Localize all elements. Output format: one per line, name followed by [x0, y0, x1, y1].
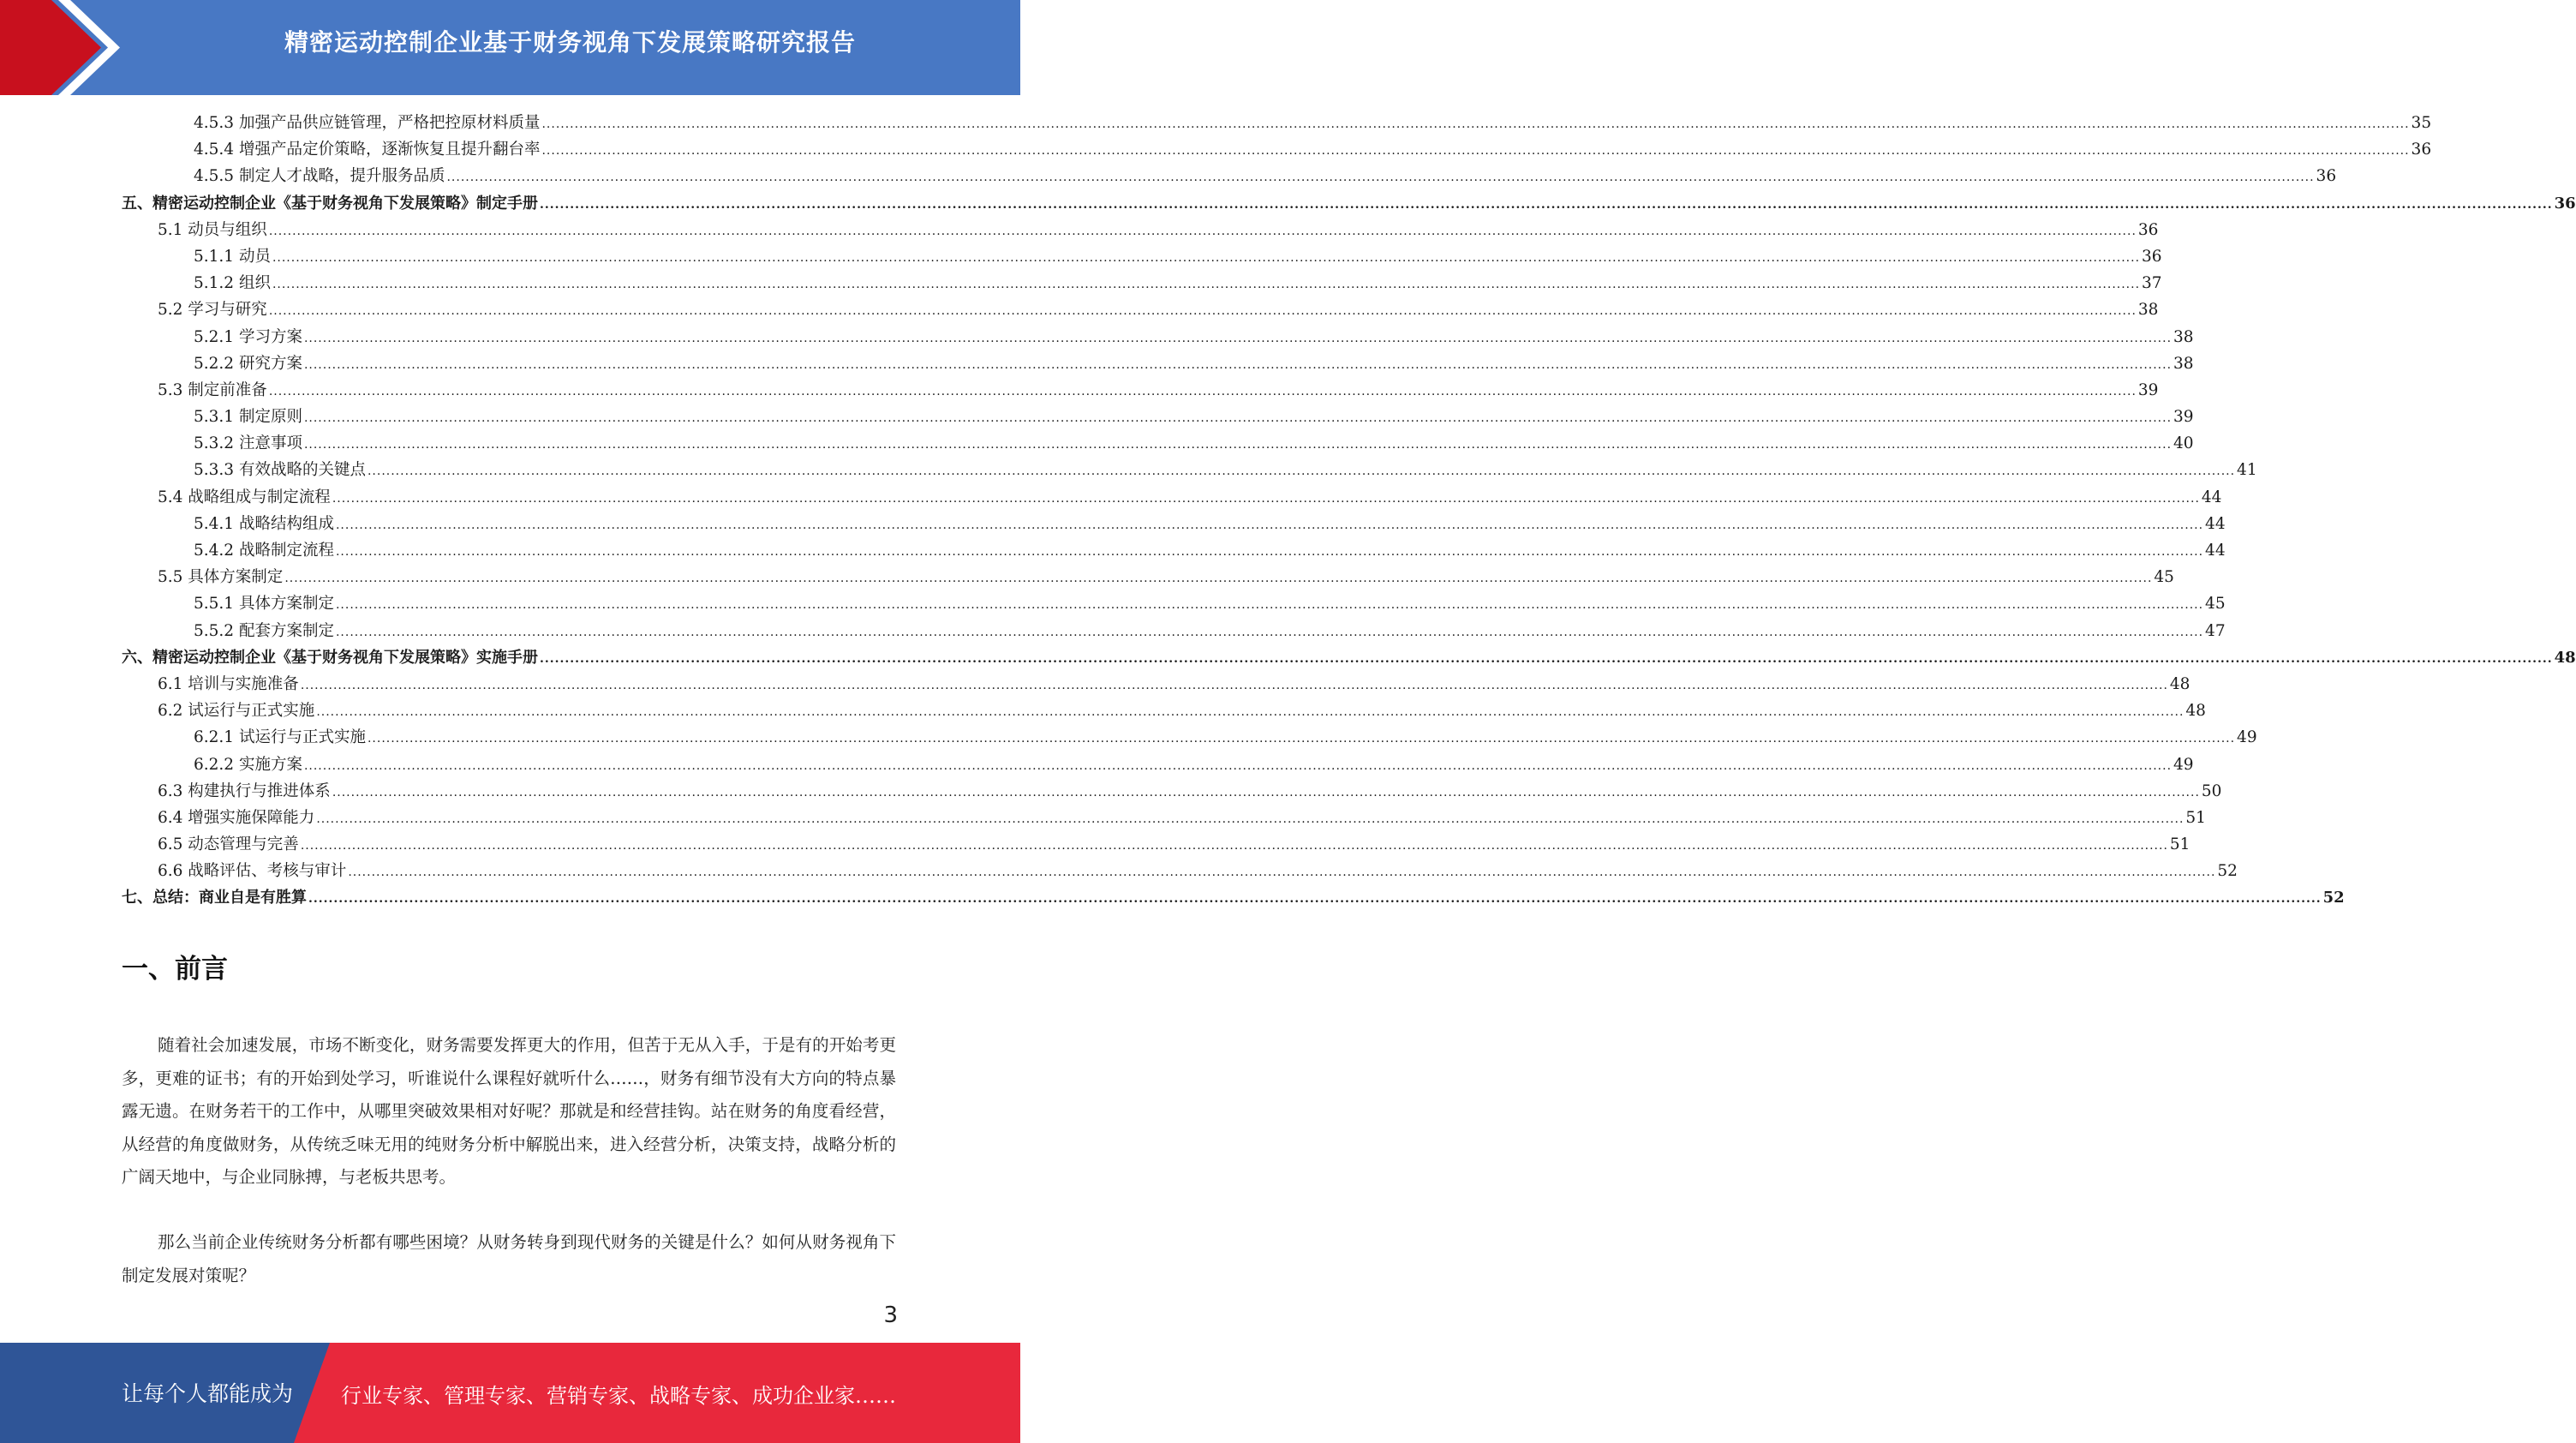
toc-entry[interactable] — [122, 698, 2206, 724]
toc-entry-label: 5.1 动员与组织 — [158, 220, 267, 239]
toc-entry-page: 48 — [2169, 674, 2190, 693]
toc-leader-dots: ................................................................................................................................................................................................................................................................................................................................................................................................................ — [303, 357, 2173, 372]
toc-entry-page: 44 — [2205, 542, 2226, 560]
toc-entry[interactable] — [122, 590, 2226, 617]
toc-entry[interactable] — [122, 163, 2337, 189]
section-heading: 一、前言 — [122, 954, 228, 985]
toc-entry-label: 5.2 学习与研究 — [158, 301, 267, 320]
toc-entry-page: 47 — [2205, 621, 2226, 640]
toc-entry-page: 52 — [2217, 862, 2238, 881]
toc-leader-dots: ................................................................................................................................................................................................................................................................................................................................................................................................................ — [541, 144, 2410, 159]
toc-leader-dots: ................................................................................................................................................................................................................................................................................................................................................................................................................ — [332, 785, 2200, 799]
toc-entry[interactable] — [122, 671, 2190, 698]
toc-entry[interactable] — [122, 537, 2226, 564]
toc-entry-label: 6.4 增强实施保障能力 — [158, 808, 315, 827]
toc-leader-dots: ................................................................................................................................................................................................................................................................................................................................................................................................................ — [332, 491, 2200, 506]
toc-leader-dots: ................................................................................................................................................................................................................................................................................................................................................................................................................ — [348, 865, 2216, 880]
toc-entry-page: 40 — [2173, 434, 2194, 453]
toc-leader-dots: ................................................................................................................................................................................................................................................................................................................................................................................................................ — [303, 331, 2173, 345]
toc-leader-dots: ................................................................................................................................................................................................................................................................................................................................................................................................................ — [446, 171, 2315, 185]
toc-entry-page: 36 — [2411, 141, 2432, 159]
toc-entry[interactable] — [122, 751, 2194, 778]
toc-entry-page: 36 — [2137, 220, 2159, 239]
toc-entry-label: 4.5.3 加强产品供应链管理，严格把控原材料质量 — [194, 114, 541, 132]
toc-leader-dots: ................................................................................................................................................................................................................................................................................................................................................................................................................ — [540, 651, 2553, 666]
toc-entry[interactable] — [122, 270, 2162, 296]
toc-leader-dots: ................................................................................................................................................................................................................................................................................................................................................................................................................ — [367, 732, 2236, 746]
toc-entry[interactable] — [122, 110, 2432, 136]
toc-entry-label: 六、精密运动控制企业《基于财务视角下发展策略》实施手册 — [122, 648, 538, 667]
toc-entry-label: 6.6 战略评估、考核与审计 — [158, 862, 347, 881]
toc-leader-dots: ................................................................................................................................................................................................................................................................................................................................................................................................................ — [335, 625, 2204, 639]
toc-entry-label: 6.5 动态管理与完善 — [158, 835, 299, 854]
toc-entry[interactable] — [122, 564, 2174, 590]
toc-entry-page: 49 — [2237, 728, 2257, 747]
toc-entry[interactable] — [122, 484, 2222, 511]
toc-entry[interactable] — [122, 805, 2206, 831]
toc-entry-label: 七、总结：商业自是有胜算 — [122, 889, 307, 907]
toc-entry-label: 5.1.1 动员 — [194, 247, 271, 266]
toc-leader-dots: ................................................................................................................................................................................................................................................................................................................................................................................................................ — [268, 224, 2137, 238]
toc-entry-label: 5.4.2 战略制定流程 — [194, 542, 334, 560]
header-title: 精密运动控制企业基于财务视角下发展策略研究报告 — [284, 28, 856, 57]
toc-leader-dots: ................................................................................................................................................................................................................................................................................................................................................................................................................ — [268, 384, 2137, 398]
toc-leader-dots: ................................................................................................................................................................................................................................................................................................................................................................................................................ — [316, 705, 2185, 720]
toc-entry[interactable] — [122, 324, 2194, 350]
toc-entry[interactable] — [122, 377, 2159, 404]
toc-entry-page: 48 — [2554, 648, 2576, 667]
page-number: 3 — [883, 1302, 898, 1328]
toc-entry[interactable] — [122, 136, 2432, 163]
toc-entry[interactable] — [122, 724, 2257, 751]
toc-entry-page: 44 — [2201, 488, 2222, 506]
toc-entry[interactable] — [122, 243, 2162, 270]
toc-entry[interactable] — [122, 831, 2190, 858]
toc-entry-page: 52 — [2322, 889, 2345, 907]
toc-entry[interactable] — [122, 430, 2194, 457]
toc-entry-label: 4.5.5 制定人才战略，提升服务品质 — [194, 167, 445, 186]
toc-entry-page: 51 — [2169, 835, 2190, 854]
toc-entry-page: 50 — [2201, 781, 2222, 800]
toc-entry-page: 51 — [2185, 808, 2206, 827]
toc-entry-label: 6.3 构建执行与推进体系 — [158, 781, 331, 800]
toc-entry-label: 5.3 制定前准备 — [158, 380, 267, 399]
header-chevron-decoration — [0, 0, 137, 95]
toc-leader-dots: ................................................................................................................................................................................................................................................................................................................................................................................................................ — [284, 572, 2153, 586]
toc-entry-label: 5.2.2 研究方案 — [194, 354, 302, 373]
toc-entry[interactable] — [122, 457, 2257, 483]
toc-entry-label: 5.5 具体方案制定 — [158, 568, 284, 587]
toc-entry[interactable] — [122, 858, 2238, 884]
toc-entry-page: 38 — [2173, 354, 2194, 373]
toc-entry[interactable] — [122, 618, 2226, 644]
toc-leader-dots: ................................................................................................................................................................................................................................................................................................................................................................................................................ — [300, 839, 2168, 853]
paragraph-2: 那么当前企业传统财务分析都有哪些困境？从财务转身到现代财务的关键是什么？如何从财务视角下制定发展对策呢？ — [122, 1232, 896, 1285]
toc-entry-page: 36 — [2316, 167, 2337, 186]
toc-leader-dots: ................................................................................................................................................................................................................................................................................................................................................................................................................ — [272, 278, 2141, 292]
toc-leader-dots: ................................................................................................................................................................................................................................................................................................................................................................................................................ — [303, 438, 2173, 452]
toc-leader-dots: ................................................................................................................................................................................................................................................................................................................................................................................................................ — [335, 545, 2204, 559]
toc-entry[interactable] — [122, 644, 2576, 671]
toc-entry[interactable] — [122, 190, 2576, 217]
toc-entry-label: 5.4 战略组成与制定流程 — [158, 488, 331, 506]
toc-leader-dots: ................................................................................................................................................................................................................................................................................................................................................................................................................ — [308, 892, 2322, 907]
toc-entry-label: 5.5.1 具体方案制定 — [194, 595, 334, 614]
toc-leader-dots: ................................................................................................................................................................................................................................................................................................................................................................................................................ — [303, 411, 2173, 426]
toc-entry-page: 48 — [2185, 702, 2206, 721]
toc-entry-page: 39 — [2173, 408, 2194, 427]
toc-entry-page: 38 — [2137, 301, 2159, 320]
toc-entry-label: 5.4.1 战略结构组成 — [194, 514, 334, 533]
toc-leader-dots: ................................................................................................................................................................................................................................................................................................................................................................................................................ — [300, 678, 2168, 692]
toc-entry-page: 44 — [2205, 514, 2226, 533]
toc-entry-label: 5.3.3 有效战略的关键点 — [194, 461, 366, 480]
toc-entry-page: 45 — [2154, 568, 2174, 587]
toc-entry-page: 35 — [2411, 114, 2432, 132]
toc-leader-dots: ................................................................................................................................................................................................................................................................................................................................................................................................................ — [272, 250, 2141, 265]
footer-slogan-left: 让每个人都能成为 — [122, 1381, 294, 1406]
toc-entry-label: 5.5.2 配套方案制定 — [194, 621, 334, 640]
toc-entry-label: 6.2.2 实施方案 — [194, 755, 302, 774]
toc-entry-page: 38 — [2173, 327, 2194, 346]
page-header — [0, 0, 1020, 95]
toc-entry-page: 39 — [2137, 380, 2159, 399]
toc-entry-page: 45 — [2205, 595, 2226, 614]
toc-entry-label: 6.1 培训与实施准备 — [158, 674, 299, 693]
toc-leader-dots: ................................................................................................................................................................................................................................................................................................................................................................................................................ — [335, 518, 2204, 532]
toc-entry-label: 6.2.1 试运行与正式实施 — [194, 728, 366, 747]
toc-entry[interactable] — [122, 511, 2226, 537]
toc-entry-label: 5.3.2 注意事项 — [194, 434, 302, 453]
toc-entry[interactable] — [122, 884, 2345, 911]
toc-entry[interactable] — [122, 217, 2159, 243]
toc-entry[interactable] — [122, 350, 2194, 377]
toc-leader-dots: ................................................................................................................................................................................................................................................................................................................................................................................................................ — [335, 598, 2204, 613]
toc-entry[interactable] — [122, 296, 2159, 323]
toc-entry-page: 37 — [2142, 274, 2162, 293]
paragraph-1: 随着社会加速发展，市场不断变化，财务需要发挥更大的作用，但苦于无从入手，于是有的开始考更多，更难的证书；有的开始到处学习，听谁说什么课程好就听什么……，财务有细节没有大方向的特点暴露无遗。在财务若干的工作中，从哪里突破效果相对好呢？那就是和经营挂钩。站在财务的角度看经营，从经营的角度做财务，从传统乏味无用的纯财务分析中解脱出来，进入经营分析，决策支持，战略分析的广阔天地中，与企业同脉搏，与老板共思考。 — [122, 1035, 896, 1187]
toc-entry-label: 5.2.1 学习方案 — [194, 327, 302, 346]
table-of-contents — [122, 110, 2576, 912]
toc-entry-page: 36 — [2142, 247, 2162, 266]
toc-entry-page: 49 — [2173, 755, 2194, 774]
toc-leader-dots: ................................................................................................................................................................................................................................................................................................................................................................................................................ — [316, 811, 2185, 826]
toc-entry[interactable] — [122, 778, 2222, 805]
toc-leader-dots: ................................................................................................................................................................................................................................................................................................................................................................................................................ — [268, 304, 2137, 319]
toc-entry[interactable] — [122, 404, 2194, 430]
toc-entry-label: 五、精密运动控制企业《基于财务视角下发展策略》制定手册 — [122, 194, 538, 213]
toc-leader-dots: ................................................................................................................................................................................................................................................................................................................................................................................................................ — [367, 464, 2236, 479]
page-footer — [0, 1343, 1020, 1443]
footer-slogan-right: 行业专家、管理专家、营销专家、战略专家、成功企业家…… — [341, 1384, 896, 1408]
toc-entry-label: 4.5.4 增强产品定价策略，逐渐恢复且提升翻台率 — [194, 141, 541, 159]
toc-leader-dots: ................................................................................................................................................................................................................................................................................................................................................................................................................ — [540, 197, 2553, 212]
toc-entry-label: 6.2 试运行与正式实施 — [158, 702, 315, 721]
toc-entry-page: 36 — [2554, 194, 2576, 213]
toc-leader-dots: ................................................................................................................................................................................................................................................................................................................................................................................................................ — [541, 117, 2410, 131]
toc-leader-dots: ................................................................................................................................................................................................................................................................................................................................................................................................................ — [303, 758, 2173, 773]
toc-entry-page: 41 — [2237, 461, 2257, 480]
toc-entry-label: 5.1.2 组织 — [194, 274, 271, 293]
toc-entry-label: 5.3.1 制定原则 — [194, 408, 302, 427]
